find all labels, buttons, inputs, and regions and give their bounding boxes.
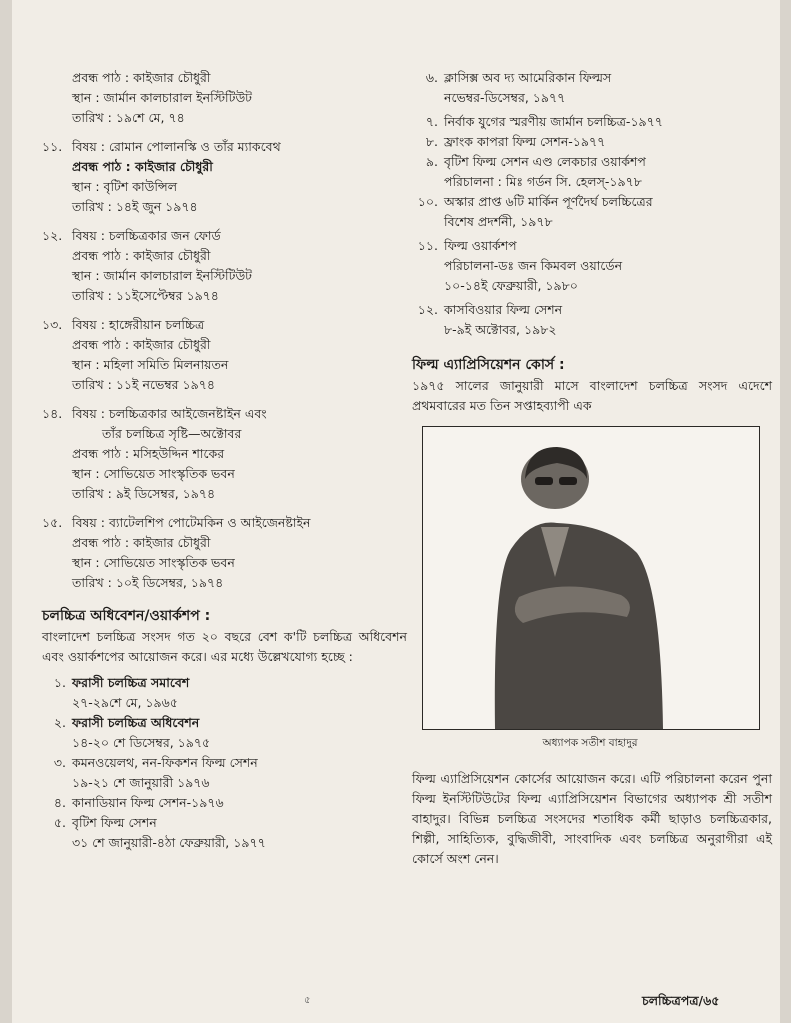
entry-line: স্থান : জার্মান কালচারাল ইনস্টিটিউট [72,268,252,283]
lecture-entry [42,513,407,593]
right-column [412,68,772,869]
event-date: ২৭-২৯শে মে, ১৯৬৫ [72,695,178,710]
intro-paragraph: ১৯৭৫ সালের জানুয়ারী মাসে বাংলাদেশ চলচ্চিত্র সংসদ এদেশে প্রথমবারের মত তিন সপ্তাহব্যাপী এক [412,378,772,413]
event-line: পরিচালনা-ডঃ জন কিমবল ওয়ার্ডেন [444,258,623,273]
event-title: কানাডিয়ান ফিল্ম সেশন-১৯৭৬ [72,795,224,810]
entry-number: ১৩. [42,317,63,332]
event-number: ১১. [417,238,438,253]
entry-number: ১৫. [42,515,63,530]
event-number: ১২. [417,302,438,317]
event-line: ফিল্ম ওয়ার্কশপ [444,238,517,253]
entry-line: তাঁর চলচ্চিত্র সৃষ্টি—অক্টোবর [102,426,242,441]
entry-line: স্থান : মহিলা সমিতি মিলনায়তন [72,357,229,372]
entry-line: তারিখ : ১০ই ডিসেম্বর, ১৯৭৪ [72,575,224,590]
entry-line: স্থান : জার্মান কালচারাল ইনস্টিটিউট [72,90,252,105]
entry-line: তারিখ : ১১ইসেপ্টেম্বর ১৯৭৪ [72,288,219,303]
entry-number: ১২. [42,228,63,243]
event-line: নভেম্বর-ডিসেম্বর, ১৯৭৭ [444,90,566,105]
event-list-continued [412,68,772,340]
page-mark: ৫ [304,995,311,1006]
lecture-entry [42,137,407,217]
event-line: কাসবিওয়ার ফিল্ম সেশন [444,302,563,317]
portrait-photo [422,426,760,730]
entry-line: তারিখ : ১৪ই জুন ১৯৭৪ [72,199,198,214]
page-footer: চলচ্চিত্রপত্র/৬৫ [642,993,720,1008]
event-line: বৃটিশ ফিল্ম সেশন এণ্ড লেকচার ওয়ার্কশপ [444,154,646,169]
event-line: ৮-৯ই অক্টোবর, ১৯৮২ [444,322,557,337]
entry-line: প্রবন্ধ পাঠ : কাইজার চৌধুরী [72,535,211,550]
event-date: ৩১ শে জানুয়ারী-৪ঠা ফেব্রুয়ারী, ১৯৭৭ [72,835,266,850]
entry-line: বিষয় : রোমান পোলানস্কি ও তাঁর ম্যাকবেথ [72,139,281,154]
entry-number: ১৪. [42,406,63,421]
entry-line: তারিখ : ১৯শে মে, ৭৪ [72,110,185,125]
event-number: ২. [53,715,66,730]
event-list [42,673,407,853]
event-date: ১৯-২১ শে জানুয়ারী ১৯৭৬ [72,775,210,790]
event-title: ফরাসী চলচ্চিত্র সমাবেশ [72,675,190,690]
event-title: কমনওয়েলথ, নন-ফিকশন ফিল্ম সেশন [72,755,258,770]
event-line: বিশেষ প্রদর্শনী, ১৯৭৮ [444,214,553,229]
event-number: ৬. [425,70,438,85]
event-line: ফ্রাংক কাপরা ফিল্ম সেশন-১৯৭৭ [444,134,606,149]
event-number: ৪. [53,795,66,810]
event-number: ১. [53,675,66,690]
event-number: ৮. [425,134,438,149]
portrait-image [423,427,759,729]
continued-entry [42,68,407,128]
lecture-entry [42,404,407,504]
entry-line: প্রবন্ধ পাঠ : কাইজার চৌধুরী [72,248,211,263]
section-heading: চলচ্চিত্র অধিবেশন/ওয়ার্কশপ : [42,608,211,624]
entry-line: বিষয় : চলচ্চিত্রকার আইজেনষ্টাইন এবং [72,406,267,421]
event-line: ক্লাসিক্স অব দ্য আমেরিকান ফিল্মস [444,70,612,85]
event-line: অস্কার প্রাপ্ত ৬টি মার্কিন পূর্ণদৈর্ঘ চলচ্চিত্রের [444,194,653,209]
event-number: ৩. [53,755,66,770]
entry-line: তারিখ : ৯ই ডিসেম্বর, ১৯৭৪ [72,486,216,501]
entry-line: বিষয় : ব্যাটেলশিপ পোটেমকিন ও আইজেনষ্টাইন [72,515,311,530]
entry-line: প্রবন্ধ পাঠ : কাইজার চৌধুরী [72,159,213,174]
course-paragraph: ফিল্ম এ্যাপ্রিসিয়েশন কোর্সের আয়োজন করে। এটি পরিচালনা করেন পুনা ফিল্ম ইনস্টিটিউটের ফিল্ম এ্যাপ্রিসিয়েশন বিভাগের অধ্যাপক শ্রী সতীশ বাহাদুর। বিভিন্ন চলচ্চিত্র সংসদের শতাধিক কর্মী ছাড়াও চলচ্চিত্রকার, শিল্পী, সাহিত্যিক, বুদ্ধিজীবী, সাংবাদিক এবং চলচ্চিত্র অনুরাগীরা এই কোর্সে অংশ নেন। [412,771,772,866]
photo-caption: অধ্যাপক সতীশ বাহাদুর [542,737,638,749]
event-number: ৭. [425,114,438,129]
entry-line: প্রবন্ধ পাঠ : কাইজার চৌধুরী [72,337,211,352]
event-number: ৫. [53,815,66,830]
entry-line: স্থান : সোভিয়েত সাংস্কৃতিক ভবন [72,555,235,570]
event-title: ফরাসী চলচ্চিত্র অধিবেশন [72,715,200,730]
section-paragraph: বাংলাদেশ চলচ্চিত্র সংসদ গত ২০ বছরে বেশ ক'টি চলচ্চিত্র অধিবেশন এবং ওয়ার্কশপের আয়োজন করে। এর মধ্যে উল্লেখযোগ্য হচ্ছে : [42,629,407,664]
lecture-entry [42,315,407,395]
entry-line: বিষয় : চলচ্চিত্রকার জন ফোর্ড [72,228,221,243]
entry-line: স্থান : সোভিয়েত সাংস্কৃতিক ভবন [72,466,235,481]
event-number: ৯. [425,154,438,169]
left-column [42,68,407,853]
event-line: নির্বাক যুগের স্মরণীয় জার্মান চলচ্চিত্র-১৯৭৭ [444,114,663,129]
entry-number: ১১. [42,139,63,154]
event-date: ১৪-২০ শে ডিসেম্বর, ১৯৭৫ [72,735,211,750]
lecture-entry [42,226,407,306]
section-heading: ফিল্ম এ্যাপ্রিসিয়েশন কোর্স : [412,357,565,373]
event-line: পরিচালনা : মিঃ গর্ডন সি. হেলস্-১৯৭৮ [444,174,642,189]
event-number: ১০. [417,194,438,209]
entry-line: তারিখ : ১১ই নভেম্বর ১৯৭৪ [72,377,215,392]
entry-line: বিষয় : হাঙ্গেরীয়ান চলচ্চিত্র [72,317,205,332]
document-page [12,0,780,1023]
entry-line: প্রবন্ধ পাঠ : মসিহউদ্দিন শাকের [72,446,225,461]
entry-line: স্থান : বৃটিশ কাউন্সিল [72,179,178,194]
entry-line: প্রবন্ধ পাঠ : কাইজার চৌধুরী [72,70,211,85]
event-line: ১০-১৪ই ফেব্রুয়ারী, ১৯৮০ [444,278,578,293]
event-title: বৃটিশ ফিল্ম সেশন [72,815,157,830]
